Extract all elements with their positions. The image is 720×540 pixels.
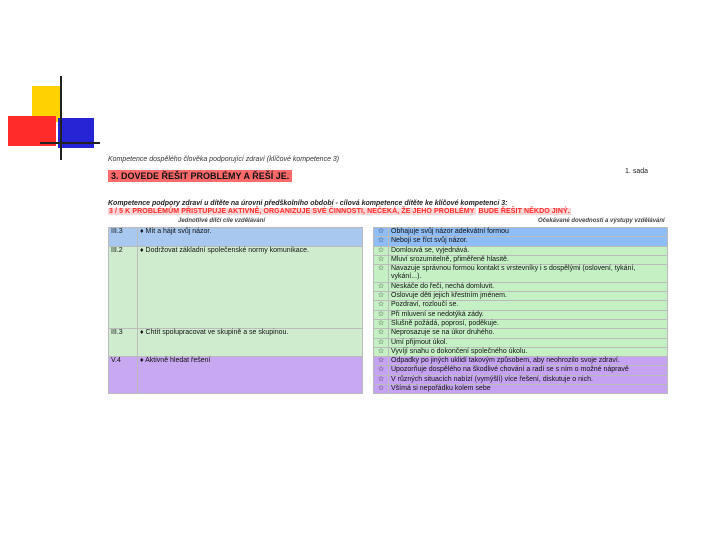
row-code: III.3	[109, 329, 138, 357]
diamond-bullet-icon: ♦	[140, 357, 146, 365]
column-gap	[363, 357, 374, 394]
outcome-item: Vyvíjí snahu o dokončení společného úkolu.	[389, 347, 668, 356]
star-bullet-icon: ☆	[374, 310, 389, 319]
star-bullet-icon: ☆	[374, 237, 389, 246]
star-bullet-icon: ☆	[374, 375, 389, 384]
goal-text: Dodržovat základní společenské normy komunikace.	[145, 246, 309, 254]
column-header-right: Očekávané dovednosti a výstupy vzdělávání	[538, 218, 665, 224]
star-bullet-icon: ☆	[374, 255, 389, 264]
outcome-item: Odpadky po jiných uklidí takovým způsobem, aby neohrozilo svoje zdraví.	[389, 357, 668, 366]
star-bullet-icon: ☆	[374, 319, 389, 328]
decor-vertical-line	[60, 76, 62, 160]
column-gap	[363, 246, 374, 329]
star-bullet-icon: ☆	[374, 357, 389, 366]
competence-intro: Kompetence podpory zdraví u dítěte na úrovni předškolního období - cílová kompetence dítěte ke klíčové kompetenci 3:	[108, 200, 508, 207]
row-code: III.2	[109, 246, 138, 329]
document	[108, 156, 668, 394]
star-bullet-icon: ☆	[374, 338, 389, 347]
outcome-item: Všímá si nepořádku kolem sebe	[389, 385, 668, 394]
competence-main: 3 / 5 K PROBLÉMŮM PŘISTUPUJE AKTIVNĚ, ORGANIZUJE SVÉ ČINNOSTI, NEČEKÁ, ŽE JEHO PROBLÉMY	[109, 208, 475, 215]
outcome-item: Umí přijmout úkol.	[389, 338, 668, 347]
outcome-item: Obhajuje svůj názor adekvátní formou	[389, 228, 668, 237]
outcome-item: Při mluvení se nedotýká zády.	[389, 310, 668, 319]
row-goal	[138, 246, 363, 329]
goal-text: Chtít spolupracovat ve skupině a se skupinou.	[145, 329, 289, 337]
table-row	[109, 357, 668, 366]
row-goal	[138, 357, 363, 394]
outcome-item: Neskáče do řeči, nechá domluvit.	[389, 282, 668, 291]
star-bullet-icon: ☆	[374, 292, 389, 301]
outcome-item: Pozdraví, rozloučí se.	[389, 301, 668, 310]
outcome-item: Nebojí se říct svůj názor.	[389, 237, 668, 246]
star-bullet-icon: ☆	[374, 347, 389, 356]
star-bullet-icon: ☆	[374, 246, 389, 255]
goal-text: Aktivně hledat řešení	[145, 357, 211, 365]
outcome-item: Mluví srozumitelně, přiměřeně hlasitě.	[389, 255, 668, 264]
goal-text: Mít a hájit svůj názor.	[145, 228, 212, 235]
outcome-item: Navazuje správnou formou kontakt s vrstevníky i s dospělými (oslovení, tykání, vykání...).	[389, 265, 668, 283]
row-goal	[138, 228, 363, 247]
star-bullet-icon: ☆	[374, 329, 389, 338]
outcome-item: Domlouvá se, vyjednává.	[389, 246, 668, 255]
competence-line	[108, 208, 668, 215]
row-code: V.4	[109, 357, 138, 394]
column-gap	[363, 228, 374, 247]
outcome-item: Oslovuje děti jejich křestním jménem.	[389, 292, 668, 301]
column-gap	[363, 329, 374, 357]
outcome-item: Slušně požádá, poprosí, poděkuje.	[389, 319, 668, 328]
outcome-item: V různých situacích nabízí (vymýšlí) více řešení, diskutuje o nich.	[389, 375, 668, 384]
column-header-left: Jednotlivé dílčí cíle vzdělávání	[178, 218, 266, 224]
decor-horizontal-line	[40, 142, 100, 144]
star-bullet-icon: ☆	[374, 385, 389, 394]
star-bullet-icon: ☆	[374, 228, 389, 237]
diamond-bullet-icon: ♦	[140, 228, 146, 235]
star-bullet-icon: ☆	[374, 265, 389, 283]
table-row	[109, 228, 668, 237]
diamond-bullet-icon: ♦	[140, 246, 146, 254]
table-row	[109, 329, 668, 338]
document-title: 3. DOVEDE ŘEŠIT PROBLÉMY A ŘEŠÍ JE.	[108, 170, 292, 182]
star-bullet-icon: ☆	[374, 301, 389, 310]
table-row	[109, 246, 668, 255]
row-code: III.3	[109, 228, 138, 247]
diamond-bullet-icon: ♦	[140, 329, 146, 337]
set-label: 1. sada	[625, 168, 648, 175]
competence-highlight: BUDE ŘEŠIT NĚKDO JINÝ.	[478, 208, 570, 215]
document-subtitle: Kompetence dospělého člověka podporující zdraví (klíčové kompetence 3)	[108, 156, 340, 163]
competence-table	[108, 227, 668, 394]
row-goal	[138, 329, 363, 357]
star-bullet-icon: ☆	[374, 366, 389, 375]
column-headers	[108, 218, 668, 226]
title-row	[108, 166, 668, 181]
outcome-item: Neprosazuje se na úkor druhého.	[389, 329, 668, 338]
outcome-item: Upozorňuje dospělého na škodlivé chování a radí se s ním o možné nápravě	[389, 366, 668, 375]
star-bullet-icon: ☆	[374, 282, 389, 291]
